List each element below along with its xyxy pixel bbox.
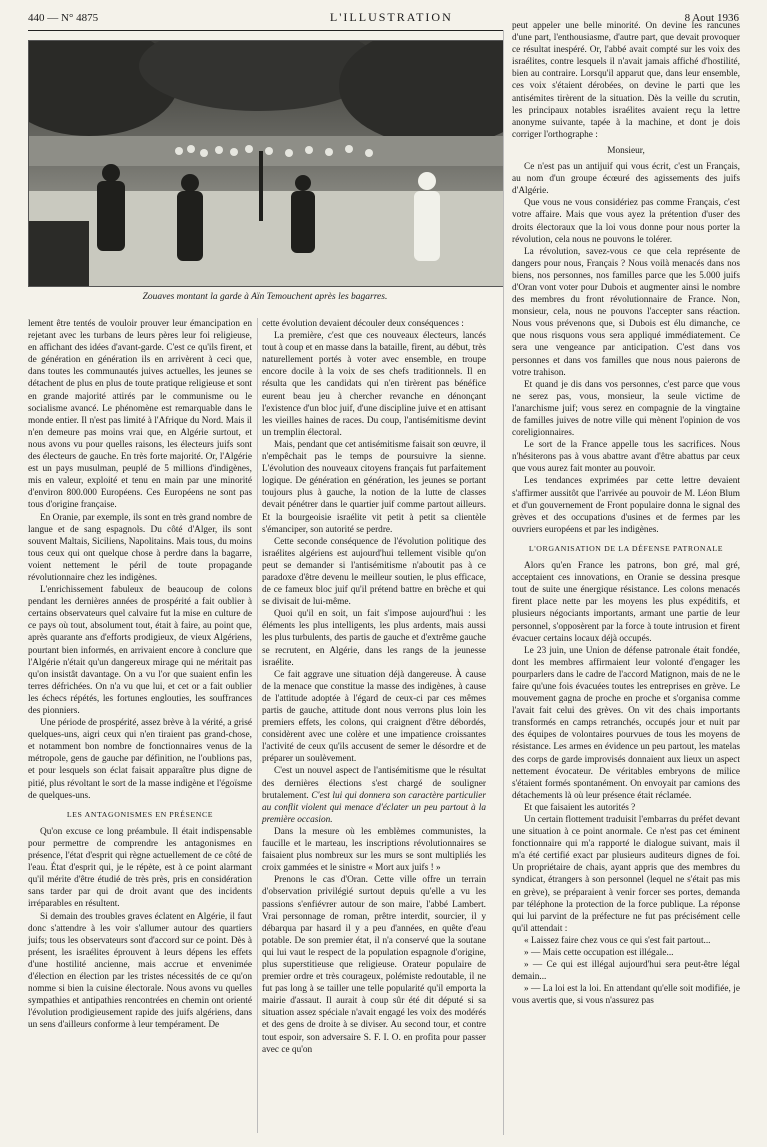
paragraph: Les tendances exprimées par cette lettre devaient s'affirmer aussitôt que l'arrivée au pouvoir de M. Léon Blum et d'un gouvernement de Front populaire donna le signal des grèves et des occupations d'usines et de fermes par les ouvriers européens et par les indigènes. xyxy=(512,476,740,535)
paragraph: La première, c'est que ces nouveaux électeurs, lancés tout à coup et en masse dans la bataille, firent, au début, très naturellement portés à voter avec ensemble, en troupe encore docile à la voix de ses chefs traditionnels. Il en résulta que les candidats qui n'en tirèrent pas bénéfice eurent beau jeu à chercher revanche en dénonçant l'existence d'un bloc juif, d'une discipline juive et en attisant les vieilles haines de races. Du coup, l'antisémitisme devint un tremplin électoral. xyxy=(262,331,486,438)
section-heading: L'ORGANISATION DE LA DÉFENSE PATRONALE xyxy=(528,543,724,553)
photo-caption: Zouaves montant la garde à Aïn Temouchent après les bagarres. xyxy=(142,292,388,302)
paragraph: Ce fait aggrave une situation déjà dangereuse. À cause de la menace que constitue la masse des indigènes, à cause de l'attitude adoptée à l'égard de ceux-ci par ces mêmes partis de gauche, attitude dont nous verrons plus loin les premiers effets, les colons, qui craignent d'être débordés, considèrent avec une colère et une impatience croissantes l'activité de ceux qu'ils accusent de semer le désordre et de préparer un soulèvement. xyxy=(262,669,486,765)
letter-paragraph: La révolution, savez-vous ce que cela représente de dangers pour nous, Français ? Nous voilà menacés dans nos biens, nos personnes, nos familles parce que les 5.000 juifs d'Oran vont voter pour Dubois et augmenter ainsi le nombre des membres du front révolutionnaire de France. Non, monsieur, cela, nous ne pouvons l'accepter sans réaction. Nous vous prévenons que, si Dubois est élu dimanche, ce que nous risquons vous sera appliqué immédiatement. Ce sera une vengeance par anticipation. C'est dans vos personnes et dans vos familles que nous nous paierons de votre trahison. xyxy=(512,246,740,378)
article-column-3 xyxy=(512,20,740,1008)
quote-line: » — Mais cette occupation est illégale... xyxy=(524,948,674,959)
issue-date: 8 Aout 1936 xyxy=(684,12,739,24)
paragraph: Cette seconde conséquence de l'évolution politique des israélites algériens est aujourd'hui tellement visible qu'on peut se demander si l'antisémitisme n'aboutit pas à ce paradoxe d'être devenu le meilleur soutien, le plus efficace, de ce fameux bloc juif qu'il prétend battre en brèche et qui se divisait de lui-même. xyxy=(262,536,486,608)
letter-paragraph: Le sort de la France appelle tous les sacrifices. Nous n'hésiterons pas à vous abattre avant d'être abattus par ceux que vous aurez fait monter au pouvoir. xyxy=(512,440,740,475)
publication-title: L'ILLUSTRATION xyxy=(329,10,453,24)
section-heading: LES ANTAGONISMES EN PRÉSENCE xyxy=(66,809,214,819)
paragraph: cette évolution devaient découler deux conséquences : xyxy=(262,319,464,329)
letter-paragraph: Et quand je dis dans vos personnes, c'est parce que vous ne serez pas, vous, monsieur, la seule victime de l'anarchisme juif; vous serez en compagnie de la vingtaine de familles juives de notre ville qui mènent l'opinion de vos coreligionnaires. xyxy=(512,379,740,439)
emphasized-text: C'est lui qui donnera son caractère particulier au conflit violent qui menace d'éclater un peu partout à la première occasion. xyxy=(262,790,486,825)
article-column-1 xyxy=(28,318,252,1031)
paragraph: Mais, pendant que cet antisémitisme faisait son œuvre, il n'empêchait pas le temps de poursuivre la sienne. L'évolution des nouveaux citoyens français fut parfaitement logique. De génération en génération, les jeunes se portant toujours plus à gauche, la notion de la lutte de classes devait pénétrer dans le quartier juif comme partout ailleurs. Et la bourgeoisie israélite vit petit à petit sa clientèle s'émanciper, son autorité se perdre. xyxy=(262,439,486,535)
paragraph xyxy=(262,765,486,825)
photo-illustration xyxy=(29,41,503,286)
paragraph: Qu'on excuse ce long préambule. Il était indispensable pour permettre de comprendre les antagonismes en présence, l'état d'esprit qui règne actuellement de ce côté de l'eau. État d'esprit qui, je le répète, est à ce point alarmant qu'il mérite d'être étudié de très près, pris en considération sans tarder par qui de droit avant que des incidents irréparables en résultent. xyxy=(28,826,252,910)
photograph xyxy=(28,40,504,287)
paragraph: Quoi qu'il en soit, un fait s'impose aujourd'hui : les éléments les plus intelligents, les plus ardents, mais aussi les plus turbulents, des partis de gauche et d'extrême gauche se recrutent, en Algérie, dans les rangs de la jeunesse israélite. xyxy=(262,609,486,668)
paragraph: Le 23 juin, une Union de défense patronale était fondée, dont les membres affirmaient leur volonté d'engager les pourparlers dans le cadre de l'accord Matignon, mais de ne le faire qu'une fois évacuées toutes les entreprises en grève. Le mouvement gagna de proche en proche et s'organisa comme l'avait fait celui des grèves. On vit des chais importants transformés en camps retranchés, occupés jour et nuit par des équipes de volontaires pourvues de tous les moyens de résistance. Les armes en évidence un peu partout, les matelas des corps de garde improvisés donnaient aux lieux un aspect nettement évocateur. De véritables embryons de milice s'étaient formés spontanément. On envoyait par camions des détachements là où leur présence était réclamée. xyxy=(512,645,740,801)
quote-line: « Laissez faire chez vous ce qui s'est fait partout... xyxy=(524,935,711,946)
header-rule xyxy=(28,30,503,31)
quote-line: » — La loi est la loi. En attendant qu'elle soit modifiée, je vous avertis que, si vous n'assurez pas xyxy=(512,984,740,1007)
column-separator xyxy=(257,318,258,1133)
paragraph: Dans la mesure où les emblèmes communistes, la faucille et le marteau, les inscriptions révolutionnaires se faisaient plus nombreux sur les murs se sont multipliés les croix gammées et le sinistre « Mort aux juifs ! » xyxy=(262,826,486,874)
paragraph: Prenons le cas d'Oran. Cette ville offre un terrain d'observation privilégié surtout depuis qu'elle a vu les passions s'enfiévrer autour de son maire, l'abbé Lambert. Vrai personnage de roman, prêtre interdit, sourcier, il y débarqua par hasard il y a peu d'années, en quête d'eau potable. De son premier état, il n'a conservé que la soutane qui lui vaut le respect de la population espagnole d'origine, plus superstitieuse que religieuse. Orateur populaire de premier ordre et très courageux, polémiste redoutable, il ne fut pas long à se tailler une telle popularité qu'il emporta la mairie d'assaut. Il aurait à coup sûr été dit député si sa situation assez spéciale n'avait engagé les voix des modérés et des gens de droite à se diviser. Au second tour, et contre tout espoir, son adversaire S. F. I. O. en profita pour passer avec ce qu'on xyxy=(262,875,486,1055)
paragraph: Et que faisaient les autorités ? xyxy=(524,802,636,813)
paragraph: Un certain flottement traduisit l'embarras du préfet devant une situation à ce point anormale. Ce n'est pas cet éminent fonctionnaire qui m'a rapporté le dialogue suivant, mais il m'a été certifié exact par plusieurs auditeurs dignes de foi. Un propriétaire de chais, ayant appris que des membres du syndicat, étrangers à son personnel (lequel ne s'était pas mis en grève), se préparaient à venir forcer ses portes, demanda par téléphone la protection de la force publique. La réponse qui lui parvint de la préfecture ne fut pas précisément celle qu'il attendait : xyxy=(512,815,740,934)
article-column-2 xyxy=(262,318,486,1056)
paragraph: Si demain des troubles graves éclatent en Algérie, il faut donc s'attendre à les voir s'allumer autour des quartiers juifs; tous les observateurs sont d'accord sur ce point. Dès à présent, les israélites éprouvent à leurs dépens les effets d'une hostilité ancienne, mais accrue et envenimée d'élection en élection par les tristes nécessités de ce qu'on nomme si bien la cuisine électorale. Nous avons vu quelles sympathies et antipathies rencontrées en chemin ont orienté l'évolution prodigieusement rapide des juifs algériens, dans un sens d'ailleurs conforme à leur tempérament. De xyxy=(28,911,252,1031)
letter-salutation: Monsieur, xyxy=(607,145,645,156)
paragraph: peut appeler une belle minorité. On devine les rancunes d'une part, l'enthousiasme, d'autre part, que devait provoquer ce résultat inespéré. Or, l'abbé avait compté sur les voix des israélites, contre lesquels il n'avait jamais affiché d'hostilité, bien au contraire. Lorsqu'il apparut que, dans leur ensemble, ces voix s'étaient dérobées, on devine le parti que les antisémites tirèrent de la situation. Dès la veille du scrutin, les principaux notables israélites avaient reçu la lettre anonyme suivante, tapée à la machine, et dont je dois corriger l'orthographe : xyxy=(512,21,740,140)
column-separator xyxy=(503,30,504,1135)
paragraph: En Oranie, par exemple, ils sont en très grand nombre de langue et de sang espagnols. Du côté d'Alger, ils sont souvent Maltais, Siciliens, Napolitains. Mais tous, du moins tous ceux qui ont quelque chose à perdre dans la bagarre, voient nettement le péril de toute propagande révolutionnaire chez les indigènes. xyxy=(28,512,252,583)
letter-paragraph: Que vous ne vous considériez pas comme Français, c'est votre affaire. Mais que vous ayez la prétention d'user des droits électoraux que la loi vous donne pour nous porter la révolution, cela nous ne pouvons le tolérer. xyxy=(512,198,740,245)
paragraph: Alors qu'en France les patrons, bon gré, mal gré, acceptaient ces innovations, en Oranie se dessina presque tout de suite une énergique résistance. Les colons menacés firent place nette par les moyens les plus expéditifs, et plusieurs négociants importants, armant une partie de leur personnel, s'opposèrent par la force à toute intrusion et firent évacuer certains locaux déjà occupés. xyxy=(512,561,740,644)
quote-line: » — Ce qui est illégal aujourd'hui sera peut-être légal demain... xyxy=(512,960,740,983)
paragraph: lement être tentés de vouloir prouver leur émancipation en rejetant avec les turbans de leurs pères leur foi religieuse, en affichant des idées d'avant-garde. C'est ce qu'ils firent, et de génération en génération ils en arrivèrent à ceci que, dans toutes les communautés juives actuelles, les jeunes se détachent de plus en plus de toute pratique religieuse et sont en grande majorité attirés par le communisme ou le socialisme avancé. Le phénomène est remarquable dans le monde entier. Il n'est pas limité à l'Afrique du Nord. Mais il n'en demeure pas moins vrai que, en Algérie surtout, et nous avons vu pour quelles raisons, les électeurs juifs sont des électeurs de gauche. En très forte majorité. Or, l'Algérie est un pays musulman, peuplé de 5 millions d'indigènes, mis en valeur, exploité et tenu en main par une minorité d'environ 800.000 Européens. Ces Européens ne sont pas tous d'origine française. xyxy=(28,319,252,511)
paragraph-text: C'est un nouvel aspect de l'antisémitisme que le résultat des dernières élections s'est chargé de souligner brutalement. xyxy=(262,766,486,801)
page-number: 440 — N° 4875 xyxy=(28,12,99,24)
letter-paragraph: Ce n'est pas un antijuif qui vous écrit, c'est un Français, au nom d'un groupe écœuré des agissements des juifs d'Algérie. xyxy=(512,162,740,197)
paragraph: L'enrichissement fabuleux de beaucoup de colons pendant les dernières années de prospérité a fait oublier à certains observateurs quel calvaire fut la mise en culture de ce pays où tout, absolument tout, était à faire, au point que, après quarante ans d'efforts prodigieux, de vieux Algériens, pourtant bien informés, en arrivaient encore à conclure que l'Algérie n'était qu'un dangereux mirage qui ne méritait pas qu'on insistât davantage. On a vu l'or que suaient enfin les terres défrichées. On n'a vu que lui, et cet or a fait oublier les échecs répétés, les fortunes englouties, les souffrances des pionniers. xyxy=(28,585,252,716)
paragraph: Une période de prospérité, assez brève à la vérité, a grisé quelques-uns, aigri ceux qui n'en tiraient pas grand-chose, et notamment bon nombre de fonctionnaires venus de la métropole, gens de gauche par définition, ne l'oublions pas, et pour lesquels son éclat faisait apparaître plus digne de pitié, plus révoltant le sort de la masse indigène et l'égoïsme de quelques-uns. xyxy=(28,718,252,801)
